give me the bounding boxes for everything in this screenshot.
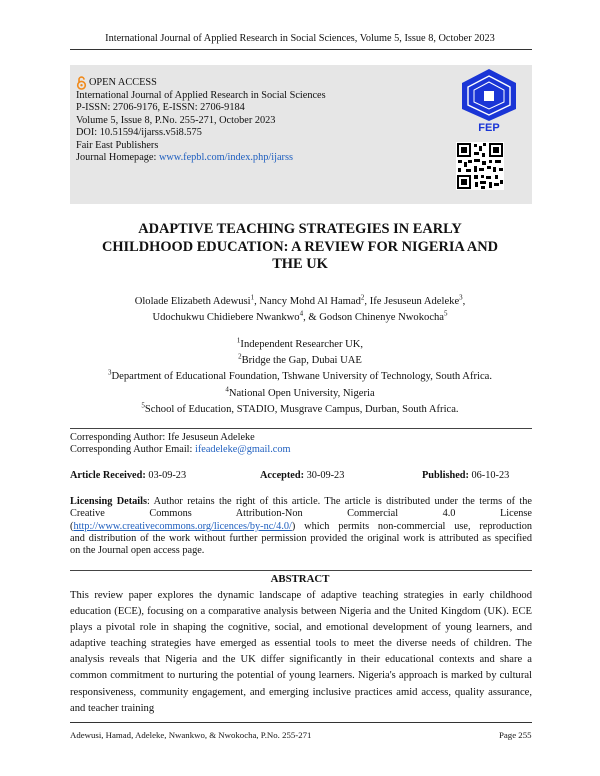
author-line xyxy=(0,294,600,310)
affiliation-marker: 1 xyxy=(236,336,241,345)
published-date xyxy=(422,470,509,481)
affiliation-marker: 3 xyxy=(108,368,112,377)
author-name: , & Godson Chinenye Nwokocha xyxy=(303,312,445,323)
author-separator: , xyxy=(462,296,466,307)
received-label: Article Received: xyxy=(70,470,146,481)
affiliation-marker: 2 xyxy=(238,352,242,361)
licensing-text: : Author retains the right of this article. The article is distributed under the terms of the xyxy=(147,496,532,507)
affiliation xyxy=(0,353,600,369)
footer-rule xyxy=(70,722,532,723)
doi: DOI: 10.51594/ijarss.v5i8.575 xyxy=(76,127,202,139)
affiliation-marker: 4 xyxy=(225,385,229,394)
abstract-body: This review paper explores the dynamic landscape of adaptive teaching strategies in early childhood education (ECE), focusing on a comparative analysis between Nigeria and the United Kingdom (UK). ECE plays a pivotal role in shaping the cognitive, social, and emotional development of young learners, and adaptive teaching strategies have emerged as essential tools to meet the diverse needs of children. The analysis reveals that Nigeria and the UK differ significantly in their educational contexts and share a common commitment to nurturing the potential of young learners. Nigeria's approach is marked by cultural responsiveness, community engagement, and emerging inclusive practices amid access, quality assurance, and teacher training xyxy=(70,590,532,714)
corresponding-email-line xyxy=(70,444,291,456)
affiliation xyxy=(0,386,600,402)
licensing-line xyxy=(70,521,532,533)
fep-hexagon-icon xyxy=(454,67,524,123)
licensing-line: Creative Commons Attribution-Non Commercial 4.0 License xyxy=(70,508,532,520)
affiliation-text: Independent Researcher UK, xyxy=(240,339,364,350)
author-name: , Nancy Mohd Al Hamad xyxy=(254,296,361,307)
affiliation xyxy=(0,402,600,418)
affiliation-marker: 5 xyxy=(141,401,145,410)
homepage-link[interactable]: www.fepbl.com/index.php/ijarss xyxy=(158,152,293,164)
fep-logo xyxy=(454,67,524,137)
affiliation xyxy=(0,337,600,353)
affiliation-text: Bridge the Gap, Dubai UAE xyxy=(241,355,362,367)
journal-info-box xyxy=(70,65,532,204)
journal-name: International Journal of Applied Research in Social Sciences xyxy=(76,90,326,101)
licensing-text: ) which permits non-commercial use, reproduction xyxy=(291,520,532,532)
running-header: International Journal of Applied Research in Social Sciences, Volume 5, Issue 8, October 2023 xyxy=(105,33,495,44)
affiliation-list xyxy=(0,337,600,418)
accepted-date xyxy=(260,470,344,481)
author-affiliation-marker: 4 xyxy=(299,309,304,318)
corresponding-author-block xyxy=(70,432,291,457)
header-rule xyxy=(70,49,532,50)
author-affiliation-marker: 3 xyxy=(459,293,463,302)
fep-logo-text: FEP xyxy=(478,122,500,134)
author-affiliation-marker: 2 xyxy=(360,293,365,302)
title-line: THE UK xyxy=(272,256,328,273)
corresponding-email-label: Corresponding Author Email: xyxy=(70,444,195,456)
affiliation-text: Department of Educational Foundation, Tshwane University of Technology, South Africa. xyxy=(111,371,492,383)
open-access-lock-icon xyxy=(76,76,87,90)
qr-code-icon[interactable] xyxy=(456,142,504,190)
homepage-label: Journal Homepage: xyxy=(76,152,159,164)
corresponding-author: Corresponding Author: Ife Jesuseun Adeleke xyxy=(70,432,255,443)
journal-homepage xyxy=(76,152,326,164)
licensing-details xyxy=(70,496,532,557)
author-name: Udochukwu Chidiebere Nwankwo xyxy=(152,312,300,323)
published-value: 06-10-23 xyxy=(468,470,510,481)
license-link[interactable]: http://www.creativecommons.org/licences/by-nc/4.0/ xyxy=(73,520,292,532)
open-access-line xyxy=(76,76,326,90)
accepted-value: 30-09-23 xyxy=(304,470,345,481)
author-name: , Ife Jesuseun Adeleke xyxy=(364,296,460,307)
corresponding-email-link[interactable]: ifeadeleke@gmail.com xyxy=(194,444,291,456)
author-line xyxy=(0,310,600,326)
author-list xyxy=(0,294,600,326)
author-affiliation-marker: 1 xyxy=(250,293,255,302)
abstract-rule xyxy=(70,570,532,571)
issn: P-ISSN: 2706-9176, E-ISSN: 2706-9184 xyxy=(76,102,245,114)
journal-info-text xyxy=(76,76,326,164)
abstract-heading: ABSTRACT xyxy=(270,573,330,585)
published-label: Published: xyxy=(422,470,469,481)
corresponding-rule xyxy=(70,428,532,429)
footer-citation: Adewusi, Hamad, Adeleke, Nwankwo, & Nwokocha, P.No. 255-271 xyxy=(70,730,312,740)
author-name: Ololade Elizabeth Adewusi xyxy=(134,296,251,307)
volume-issue: Volume 5, Issue 8, P.No. 255-271, October 2023 xyxy=(76,114,276,126)
licensing-line: on the Journal open access page. xyxy=(70,545,205,557)
affiliation-text: National Open University, Nigeria xyxy=(228,387,375,399)
licensing-label: Licensing Details xyxy=(70,496,148,507)
received-value: 03-09-23 xyxy=(145,470,187,481)
accepted-label: Accepted: xyxy=(260,470,305,481)
affiliation xyxy=(0,369,600,385)
licensing-paren: ( xyxy=(70,520,74,532)
author-affiliation-marker: 5 xyxy=(444,309,448,318)
affiliation-text: School of Education, STADIO, Musgrave Campus, Durban, South Africa. xyxy=(144,403,459,415)
licensing-line xyxy=(70,496,532,508)
received-date xyxy=(70,470,186,481)
title-line: CHILDHOOD EDUCATION: A REVIEW FOR NIGERIA AND xyxy=(101,238,499,255)
article-title xyxy=(0,221,600,274)
publisher: Fair East Publishers xyxy=(76,139,159,151)
title-line: ADAPTIVE TEACHING STRATEGIES IN EARLY xyxy=(138,221,462,237)
licensing-line: and distribution of the work without further permission provided the original work is attributed as specified xyxy=(70,532,532,544)
open-access-label: OPEN ACCESS xyxy=(89,76,157,88)
footer-page-number: Page 255 xyxy=(499,730,532,740)
